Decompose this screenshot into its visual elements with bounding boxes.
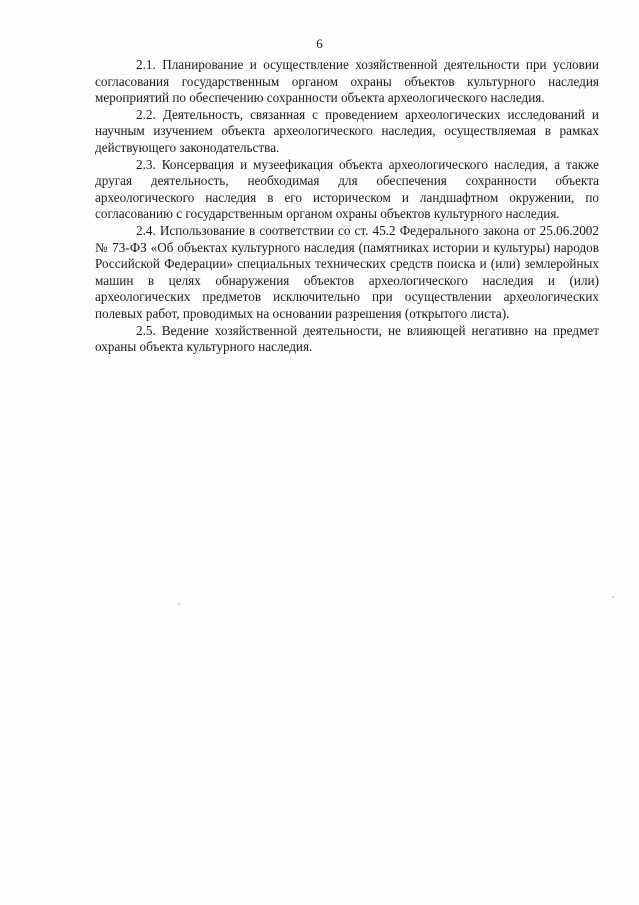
paragraph-2-5: 2.5. Ведение хозяйственной деятельности, не влияющей негативно на предмет охраны объекта культурного наследия. <box>95 322 599 355</box>
page-number: 6 <box>316 36 323 51</box>
paragraph-2-4: 2.4. Использование в соответствии со ст. 45.2 Федерального закона от 25.06.2002 № 73-ФЗ «Об объектах культурного наследия (памятниках истории и культуры) народов Российской Федерации» специальных технических средств поиска и (или) землеройных машин в целях обнаружения объектов археологического наследия и (или) археологических предметов исключительно при осуществлении археологических полевых работ, проводимых на основании разрешения (открытого листа). <box>95 222 599 321</box>
paragraph-2-2: 2.2. Деятельность, связанная с проведением археологических исследований и научным изучением объекта археологического наследия, осуществляемая в рамках действующего законодательства. <box>95 106 599 155</box>
paragraph-2-3: 2.3. Консервация и музеефикация объекта археологического наследия, а также другая деятельность, необходимая для обеспечения сохранности объекта археологического наследия в его историческом и ландшафтном окружении, по согласованию с государственным органом охраны объектов культурного наследия. <box>95 156 599 222</box>
scan-speck <box>612 596 614 598</box>
scan-speck <box>178 603 180 605</box>
document-body <box>95 57 599 356</box>
paragraph-2-1: 2.1. Планирование и осуществление хозяйственной деятельности при условии согласования государственным органом охраны объектов культурного наследия мероприятий по обеспечению сохранности объекта археологического наследия. <box>95 57 599 106</box>
